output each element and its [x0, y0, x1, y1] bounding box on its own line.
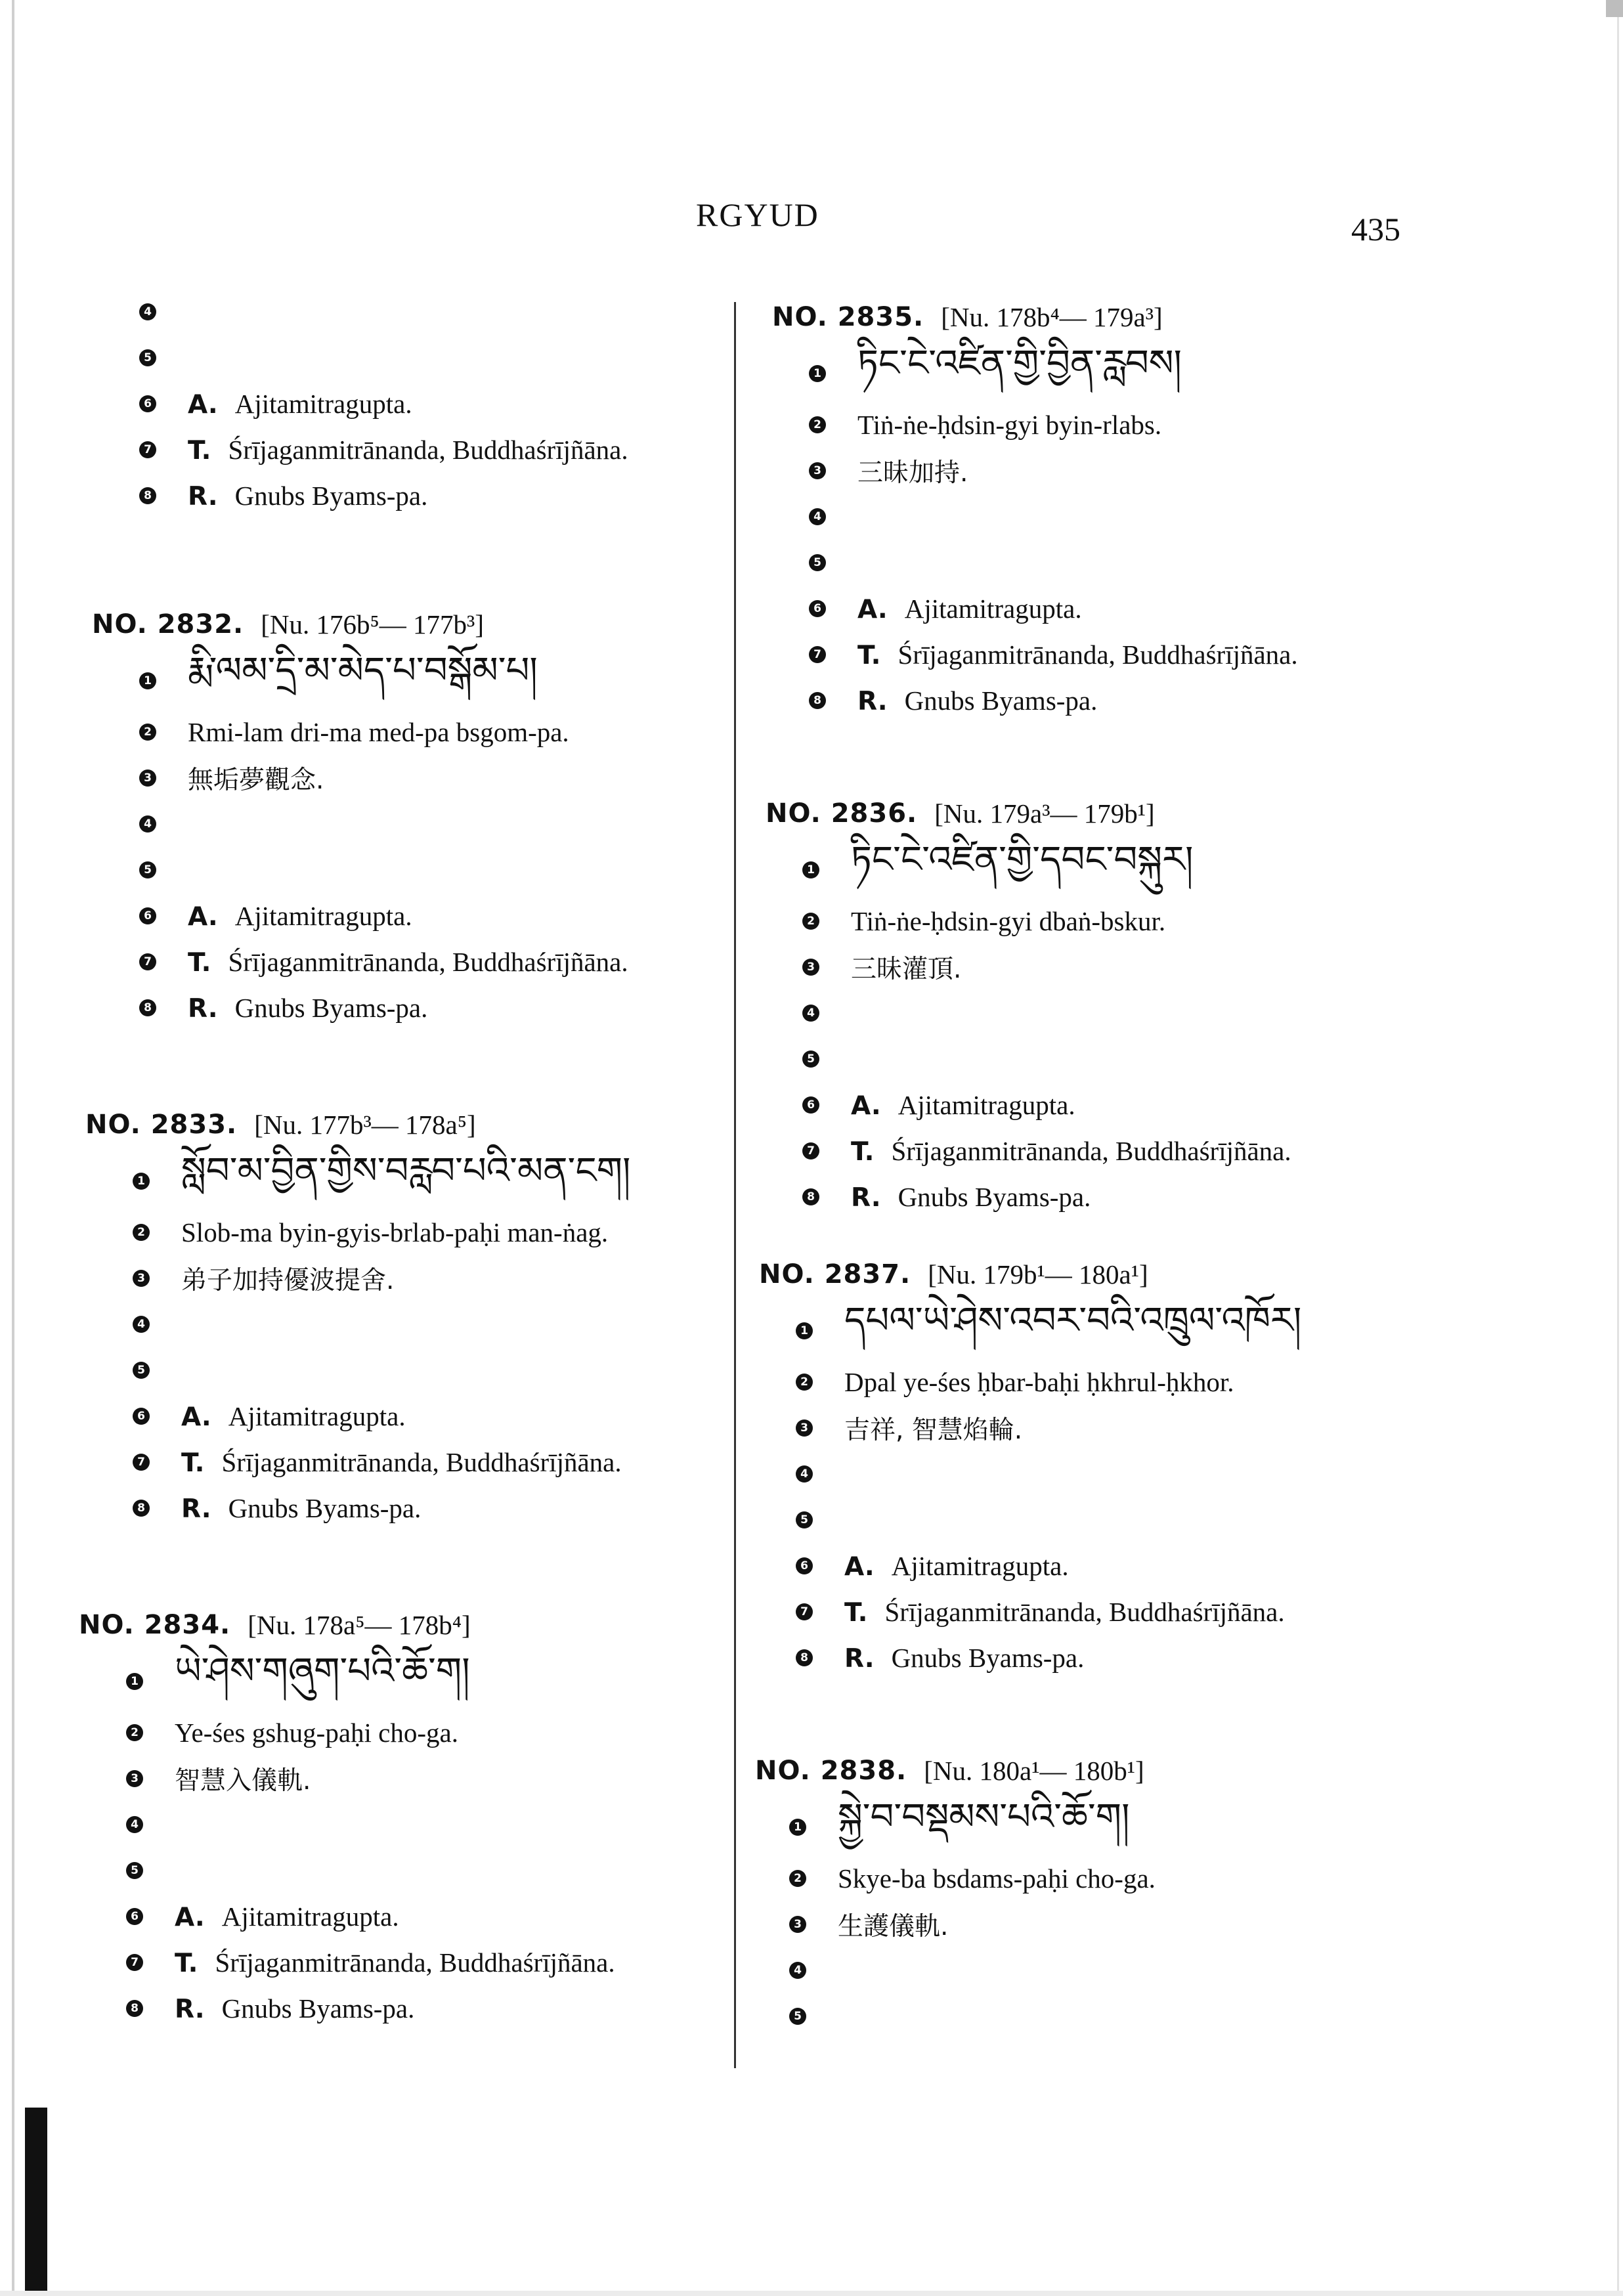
field-row: [755, 1036, 1412, 1082]
bullet-8-icon: 8: [809, 692, 826, 709]
translator-line: T. Śrījaganmitrānanda, Buddhaśrījñāna.: [188, 947, 628, 978]
entry-reference: [Nu. 178b⁴— 179a³]: [941, 302, 1163, 332]
bullet-4-icon: 4: [139, 815, 156, 833]
field-row: [755, 838, 1412, 898]
bullet-6-icon: 6: [133, 1408, 150, 1425]
field-row: [755, 1299, 1412, 1359]
chinese-title: 生護儀軌.: [838, 1912, 949, 1941]
romanized-title: Rmi-lam dri-ma med-pa bsgom-pa.: [188, 717, 569, 747]
field-row: [92, 649, 722, 709]
entry-number: NO. 2833.: [85, 1110, 238, 1140]
author-line: A. Ajitamitragupta.: [188, 389, 412, 420]
field-row: [755, 494, 1412, 540]
field-row: [755, 1993, 1412, 2039]
romanized-title: Dpal ye-śes ḥbar-baḥi ḥkhrul-ḥkhor.: [844, 1367, 1234, 1397]
field-row: [755, 342, 1412, 402]
tibetan-title: སྐྱེ་བ་བསྡམས་པའི་ཆོ་ག།: [838, 1796, 1130, 1838]
binding-shadow: [25, 2108, 47, 2296]
field-row: [755, 448, 1412, 494]
bullet-5-icon: 5: [802, 1051, 819, 1068]
chinese-title: 三昧灌頂.: [851, 955, 962, 984]
translator-line: T. Śrījaganmitrānanda, Buddhaśrījñāna.: [181, 1447, 622, 1478]
bullet-4-icon: 4: [802, 1005, 819, 1022]
bullet-2-icon: 2: [802, 913, 819, 930]
romanized-title: Tiṅ-ṅe-ḥdsin-gyi byin-rlabs.: [857, 410, 1162, 440]
column-divider: [734, 302, 736, 2068]
bullet-6-icon: 6: [126, 1908, 143, 1925]
field-row: [755, 678, 1412, 724]
author-line: A. Ajitamitragupta.: [175, 1901, 399, 1932]
bullet-8-icon: 8: [139, 999, 156, 1016]
field-row: [92, 1894, 722, 1939]
bullet-4-icon: 4: [133, 1316, 150, 1333]
bottom-bleed: [0, 2291, 1623, 2296]
bullet-7-icon: 7: [139, 953, 156, 970]
entry-number: NO. 2838.: [755, 1756, 907, 1786]
field-row: [755, 1543, 1412, 1589]
bullet-4-icon: 4: [809, 508, 826, 525]
bullet-7-icon: 7: [139, 441, 156, 458]
bullet-5-icon: 5: [809, 554, 826, 571]
bullet-1-icon: 1: [139, 672, 156, 689]
translator-line: T. Śrījaganmitrānanda, Buddhaśrījñāna.: [851, 1136, 1291, 1167]
tibetan-title: དཔལ་ཡེ་ཤེས་འབར་བའི་འཁྲུལ་འཁོར།: [844, 1299, 1302, 1342]
field-row: [92, 1939, 722, 1985]
bullet-6-icon: 6: [139, 907, 156, 924]
left-column: [79, 289, 722, 2031]
bullet-7-icon: 7: [796, 1603, 813, 1620]
bullet-1-icon: 1: [802, 861, 819, 878]
field-row: [755, 1635, 1412, 1681]
field-row: [92, 1255, 722, 1301]
reviser-line: R. Gnubs Byams-pa.: [851, 1182, 1091, 1213]
field-row: [92, 1985, 722, 2031]
romanized-title: Slob-ma byin-gyis-brlab-paḥi man-ṅag.: [181, 1217, 609, 1247]
bullet-5-icon: 5: [139, 349, 156, 366]
page-right-edge: [1617, 0, 1619, 2296]
entry-reference: [Nu. 179a³— 179b¹]: [934, 798, 1155, 829]
chinese-title: 吉祥, 智慧焰輪.: [844, 1416, 1023, 1445]
bullet-5-icon: 5: [789, 2008, 806, 2025]
bullet-3-icon: 3: [139, 769, 156, 787]
field-row: [92, 1393, 722, 1439]
chinese-title: 智慧入儀軌.: [175, 1766, 311, 1796]
field-row: [755, 1589, 1412, 1635]
bullet-8-icon: 8: [139, 487, 156, 504]
bullet-5-icon: 5: [126, 1862, 143, 1879]
bullet-6-icon: 6: [139, 395, 156, 412]
field-row: [755, 1855, 1412, 1901]
bullet-2-icon: 2: [139, 724, 156, 741]
romanized-title: Tiṅ-ṅe-ḥdsin-gyi dbaṅ-bskur.: [851, 906, 1166, 936]
translator-line: T. Śrījaganmitrānanda, Buddhaśrījñāna.: [188, 435, 628, 466]
entry-number: NO. 2835.: [772, 302, 924, 332]
bullet-1-icon: 1: [133, 1173, 150, 1190]
field-row: [755, 1174, 1412, 1220]
field-row: [755, 1359, 1412, 1405]
reviser-line: R. Gnubs Byams-pa.: [188, 993, 428, 1024]
entry-reference: [Nu. 178a⁵— 178b⁴]: [248, 1610, 471, 1640]
field-row: [85, 335, 722, 381]
chinese-title: 弟子加持優波提舍.: [181, 1266, 395, 1295]
bullet-6-icon: 6: [809, 600, 826, 617]
field-row: [92, 1650, 722, 1710]
bullet-3-icon: 3: [796, 1419, 813, 1437]
bullet-8-icon: 8: [133, 1500, 150, 1517]
bullet-4-icon: 4: [796, 1465, 813, 1483]
bullet-7-icon: 7: [126, 1954, 143, 1971]
translator-line: T. Śrījaganmitrānanda, Buddhaśrījñāna.: [857, 639, 1298, 670]
translator-line: T. Śrījaganmitrānanda, Buddhaśrījñāna.: [844, 1597, 1285, 1628]
tibetan-title: ཏིང་ངེ་འཛིན་གྱི་དབང་བསྐུར།: [851, 838, 1194, 881]
field-row: [755, 990, 1412, 1036]
field-row: [755, 632, 1412, 678]
bullet-2-icon: 2: [809, 416, 826, 433]
bullet-4-icon: 4: [126, 1816, 143, 1833]
reviser-line: R. Gnubs Byams-pa.: [181, 1493, 422, 1524]
author-line: A. Ajitamitragupta.: [844, 1551, 1069, 1582]
field-row: [755, 540, 1412, 586]
field-row: [92, 1756, 722, 1802]
field-row: [755, 1796, 1412, 1855]
bullet-6-icon: 6: [802, 1096, 819, 1114]
field-row: [85, 381, 722, 427]
reviser-line: R. Gnubs Byams-pa.: [175, 1993, 415, 2024]
field-row: [92, 939, 722, 985]
field-row: [92, 1485, 722, 1531]
author-line: A. Ajitamitragupta.: [188, 901, 412, 932]
field-row: [755, 1451, 1412, 1497]
tibetan-title: རྨི་ལམ་དྲི་མ་མེད་པ་བསྒོམ་པ།: [188, 649, 538, 692]
bullet-8-icon: 8: [126, 2000, 143, 2017]
entry-reference: [Nu. 180a¹— 180b¹]: [924, 1756, 1144, 1786]
running-header: RGYUD: [696, 196, 819, 233]
field-row: [755, 898, 1412, 944]
field-row: [92, 1848, 722, 1894]
reviser-line: R. Gnubs Byams-pa.: [857, 685, 1098, 716]
field-row: [92, 709, 722, 755]
field-row: [755, 586, 1412, 632]
field-row: [755, 944, 1412, 990]
field-row: [755, 1128, 1412, 1174]
bullet-1-icon: 1: [809, 365, 826, 382]
bullet-4-icon: 4: [789, 1962, 806, 1979]
bullet-2-icon: 2: [133, 1224, 150, 1241]
field-row: [92, 1802, 722, 1848]
field-row: [92, 1301, 722, 1347]
bullet-2-icon: 2: [126, 1724, 143, 1741]
field-row: [755, 1497, 1412, 1543]
tibetan-title: སློབ་མ་བྱིན་གྱིས་བརླབ་པའི་མན་ངག།: [181, 1150, 631, 1192]
bullet-1-icon: 1: [126, 1673, 143, 1690]
translator-line: T. Śrījaganmitrānanda, Buddhaśrījñāna.: [175, 1947, 615, 1978]
bullet-7-icon: 7: [802, 1142, 819, 1159]
bullet-3-icon: 3: [789, 1916, 806, 1933]
bullet-1-icon: 1: [789, 1819, 806, 1836]
bullet-3-icon: 3: [126, 1770, 143, 1787]
field-row: [92, 985, 722, 1031]
bullet-2-icon: 2: [796, 1374, 813, 1391]
bullet-3-icon: 3: [809, 462, 826, 479]
bullet-7-icon: 7: [133, 1454, 150, 1471]
entry-reference: [Nu. 179b¹— 180a¹]: [928, 1259, 1148, 1289]
entry-number: NO. 2836.: [766, 798, 918, 829]
tibetan-title: ཡེ་ཤེས་གཞུག་པའི་ཆོ་ག།: [175, 1650, 470, 1693]
field-row: [92, 847, 722, 893]
bullet-1-icon: 1: [796, 1322, 813, 1339]
bullet-4-icon: 4: [139, 303, 156, 320]
bullet-6-icon: 6: [796, 1557, 813, 1574]
author-line: A. Ajitamitragupta.: [181, 1401, 406, 1432]
romanized-title: Ye-śes gshug-paḥi cho-ga.: [175, 1718, 458, 1748]
page-number: 435: [1351, 211, 1400, 248]
bullet-5-icon: 5: [133, 1362, 150, 1379]
bullet-2-icon: 2: [789, 1870, 806, 1887]
field-row: [92, 1150, 722, 1209]
bullet-7-icon: 7: [809, 646, 826, 663]
field-row: [92, 1710, 722, 1756]
field-row: [755, 402, 1412, 448]
entry-reference: [Nu. 177b³— 178a⁵]: [254, 1110, 476, 1140]
reviser-line: R. Gnubs Byams-pa.: [844, 1643, 1085, 1674]
author-line: A. Ajitamitragupta.: [857, 594, 1082, 624]
entry-number: NO. 2837.: [759, 1259, 911, 1289]
field-row: [755, 1082, 1412, 1128]
right-column: [755, 289, 1412, 2039]
romanized-title: Skye-ba bsdams-paḥi cho-ga.: [838, 1863, 1156, 1894]
chinese-title: 無垢夢觀念.: [188, 766, 324, 795]
entry-number: NO. 2834.: [79, 1610, 231, 1640]
page-corner-shadow: [1606, 0, 1623, 17]
field-row: [92, 1439, 722, 1485]
bullet-8-icon: 8: [802, 1188, 819, 1205]
entry-reference: [Nu. 176b⁵— 177b³]: [261, 609, 485, 639]
bullet-3-icon: 3: [133, 1270, 150, 1287]
author-line: A. Ajitamitragupta.: [851, 1090, 1075, 1121]
field-row: [92, 1347, 722, 1393]
field-row: [92, 893, 722, 939]
field-row: [755, 1405, 1412, 1451]
field-row: [85, 289, 722, 335]
bullet-5-icon: 5: [139, 861, 156, 878]
field-row: [92, 755, 722, 801]
tibetan-title: ཏིང་ངེ་འཛིན་གྱི་བྱིན་རླབས།: [857, 342, 1182, 385]
field-row: [85, 473, 722, 519]
field-row: [755, 1947, 1412, 1993]
page-left-edge: [12, 0, 14, 2296]
chinese-title: 三昧加持.: [857, 458, 968, 488]
bullet-3-icon: 3: [802, 959, 819, 976]
field-row: [85, 427, 722, 473]
entry-number: NO. 2832.: [92, 609, 244, 639]
field-row: [92, 801, 722, 847]
bullet-5-icon: 5: [796, 1511, 813, 1528]
reviser-line: R. Gnubs Byams-pa.: [188, 481, 428, 511]
bullet-8-icon: 8: [796, 1649, 813, 1666]
field-row: [755, 1901, 1412, 1947]
